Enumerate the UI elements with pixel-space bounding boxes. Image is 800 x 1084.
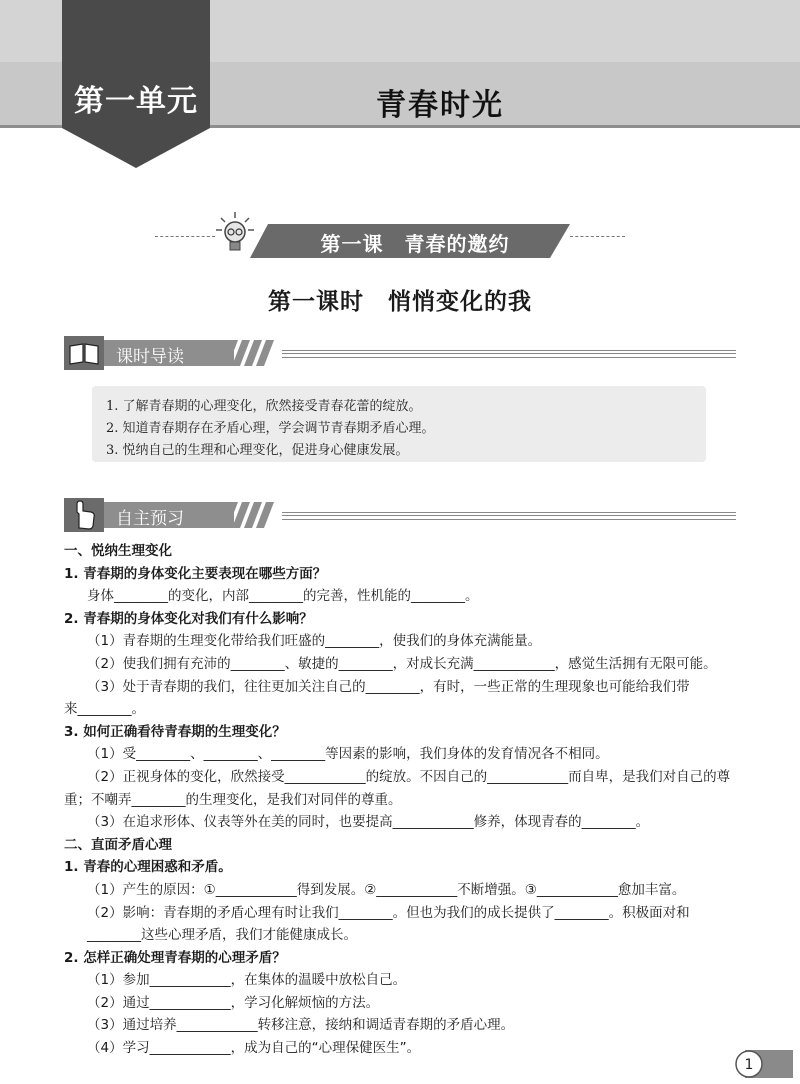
lesson-title: 第一课 青春的邀约	[320, 232, 510, 256]
guide-item: 3. 悦纳自己的生理和心理变化，促进身心健康发展。	[106, 443, 409, 458]
question: 2. 怎样正确处理青春期的心理矛盾？	[64, 949, 286, 966]
question: 1. 青春期的身体变化主要表现在哪些方面？	[64, 565, 327, 582]
guide-item: 2. 知道青春期存在矛盾心理，学会调节青春期矛盾心理。	[106, 421, 435, 436]
section-preview-header	[64, 498, 736, 532]
rule-lines	[282, 512, 736, 520]
question: 3. 如何正确看待青春期的生理变化？	[64, 723, 286, 740]
preview-content	[64, 540, 744, 1060]
fill-line: （2）正视身体的变化，欣然接受____________的绽放。不因自己的____________而自卑，是我们对自己的尊	[87, 768, 731, 785]
section-heading: 二、直面矛盾心理	[64, 836, 172, 853]
rule-lines	[282, 350, 736, 358]
section-guide-title: 课时导读	[116, 347, 184, 367]
section-guide-tab	[104, 340, 234, 366]
lightbulb-icon	[213, 210, 257, 254]
fill-line: （3）在追求形体、仪表等外在美的同时，也要提高____________修养，体现青春的________。	[87, 814, 650, 831]
period-title: 第一课时 悄悄变化的我	[268, 289, 532, 315]
fill-line: （2）通过____________，学习化解烦恼的方法。	[87, 994, 380, 1011]
question: 1. 青春的心理困惑和矛盾。	[64, 859, 232, 876]
lesson-banner	[155, 210, 625, 260]
fill-line: ________这些心理矛盾，我们才能健康成长。	[87, 927, 357, 944]
fill-line: （3）通过培养____________转移注意，接纳和调适青春期的矛盾心理。	[87, 1017, 515, 1034]
slash-decoration	[224, 340, 284, 366]
page-number-tab	[735, 1050, 793, 1078]
dashed-rule-right	[570, 236, 625, 237]
fill-line: （1）受________、________、________等因素的影响，我们身体的发育情况各不相同。	[87, 746, 609, 763]
guide-item: 1. 了解青春期的心理变化，欣然接受青春花蕾的绽放。	[106, 399, 422, 414]
fill-line: 身体________的变化，内部________的完善，性机能的________。	[87, 588, 479, 605]
unit-label: 第一单元	[74, 84, 198, 119]
unit-title: 青春时光	[376, 88, 504, 123]
guide-box	[92, 386, 706, 462]
fill-line: （1）参加____________，在集体的温暖中放松自己。	[87, 972, 407, 989]
fill-line: （2）影响：青春期的矛盾心理有时让我们________。但也为我们的成长提供了________。积极面对和	[87, 904, 690, 921]
question: 2. 青春期的身体变化对我们有什么影响？	[64, 610, 313, 627]
fill-line: （1）青春期的生理变化带给我们旺盛的________，使我们的身体充满能量。	[87, 633, 542, 650]
dashed-rule-left	[155, 236, 215, 237]
slash-decoration	[224, 502, 284, 528]
pointing-hand-icon	[64, 498, 104, 532]
section-heading: 一、悦纳生理变化	[64, 543, 172, 559]
fill-line: （4）学习____________，成为自己的“心理保健医生”。	[87, 1040, 421, 1057]
fill-line: （2）使我们拥有充沛的________、敏捷的________，对成长充满____________，感觉生活拥有无限可能。	[87, 655, 717, 672]
section-preview-title: 自主预习	[116, 509, 184, 529]
fill-line: 来________。	[64, 701, 145, 718]
fill-line: （3）处于青春期的我们，往往更加关注自己的________，有时，一些正常的生理现象也可能给我们带	[87, 678, 690, 695]
section-guide-header	[64, 336, 736, 370]
fill-line: （1）产生的原因：①____________得到发展。②____________不断增强。③____________愈加丰富。	[87, 881, 686, 898]
fill-line: 重；不嘲弄________的生理变化，是我们对同伴的尊重。	[64, 791, 402, 808]
page-number: 1	[744, 1057, 754, 1073]
section-preview-tab	[104, 502, 234, 528]
book-icon	[64, 336, 104, 370]
